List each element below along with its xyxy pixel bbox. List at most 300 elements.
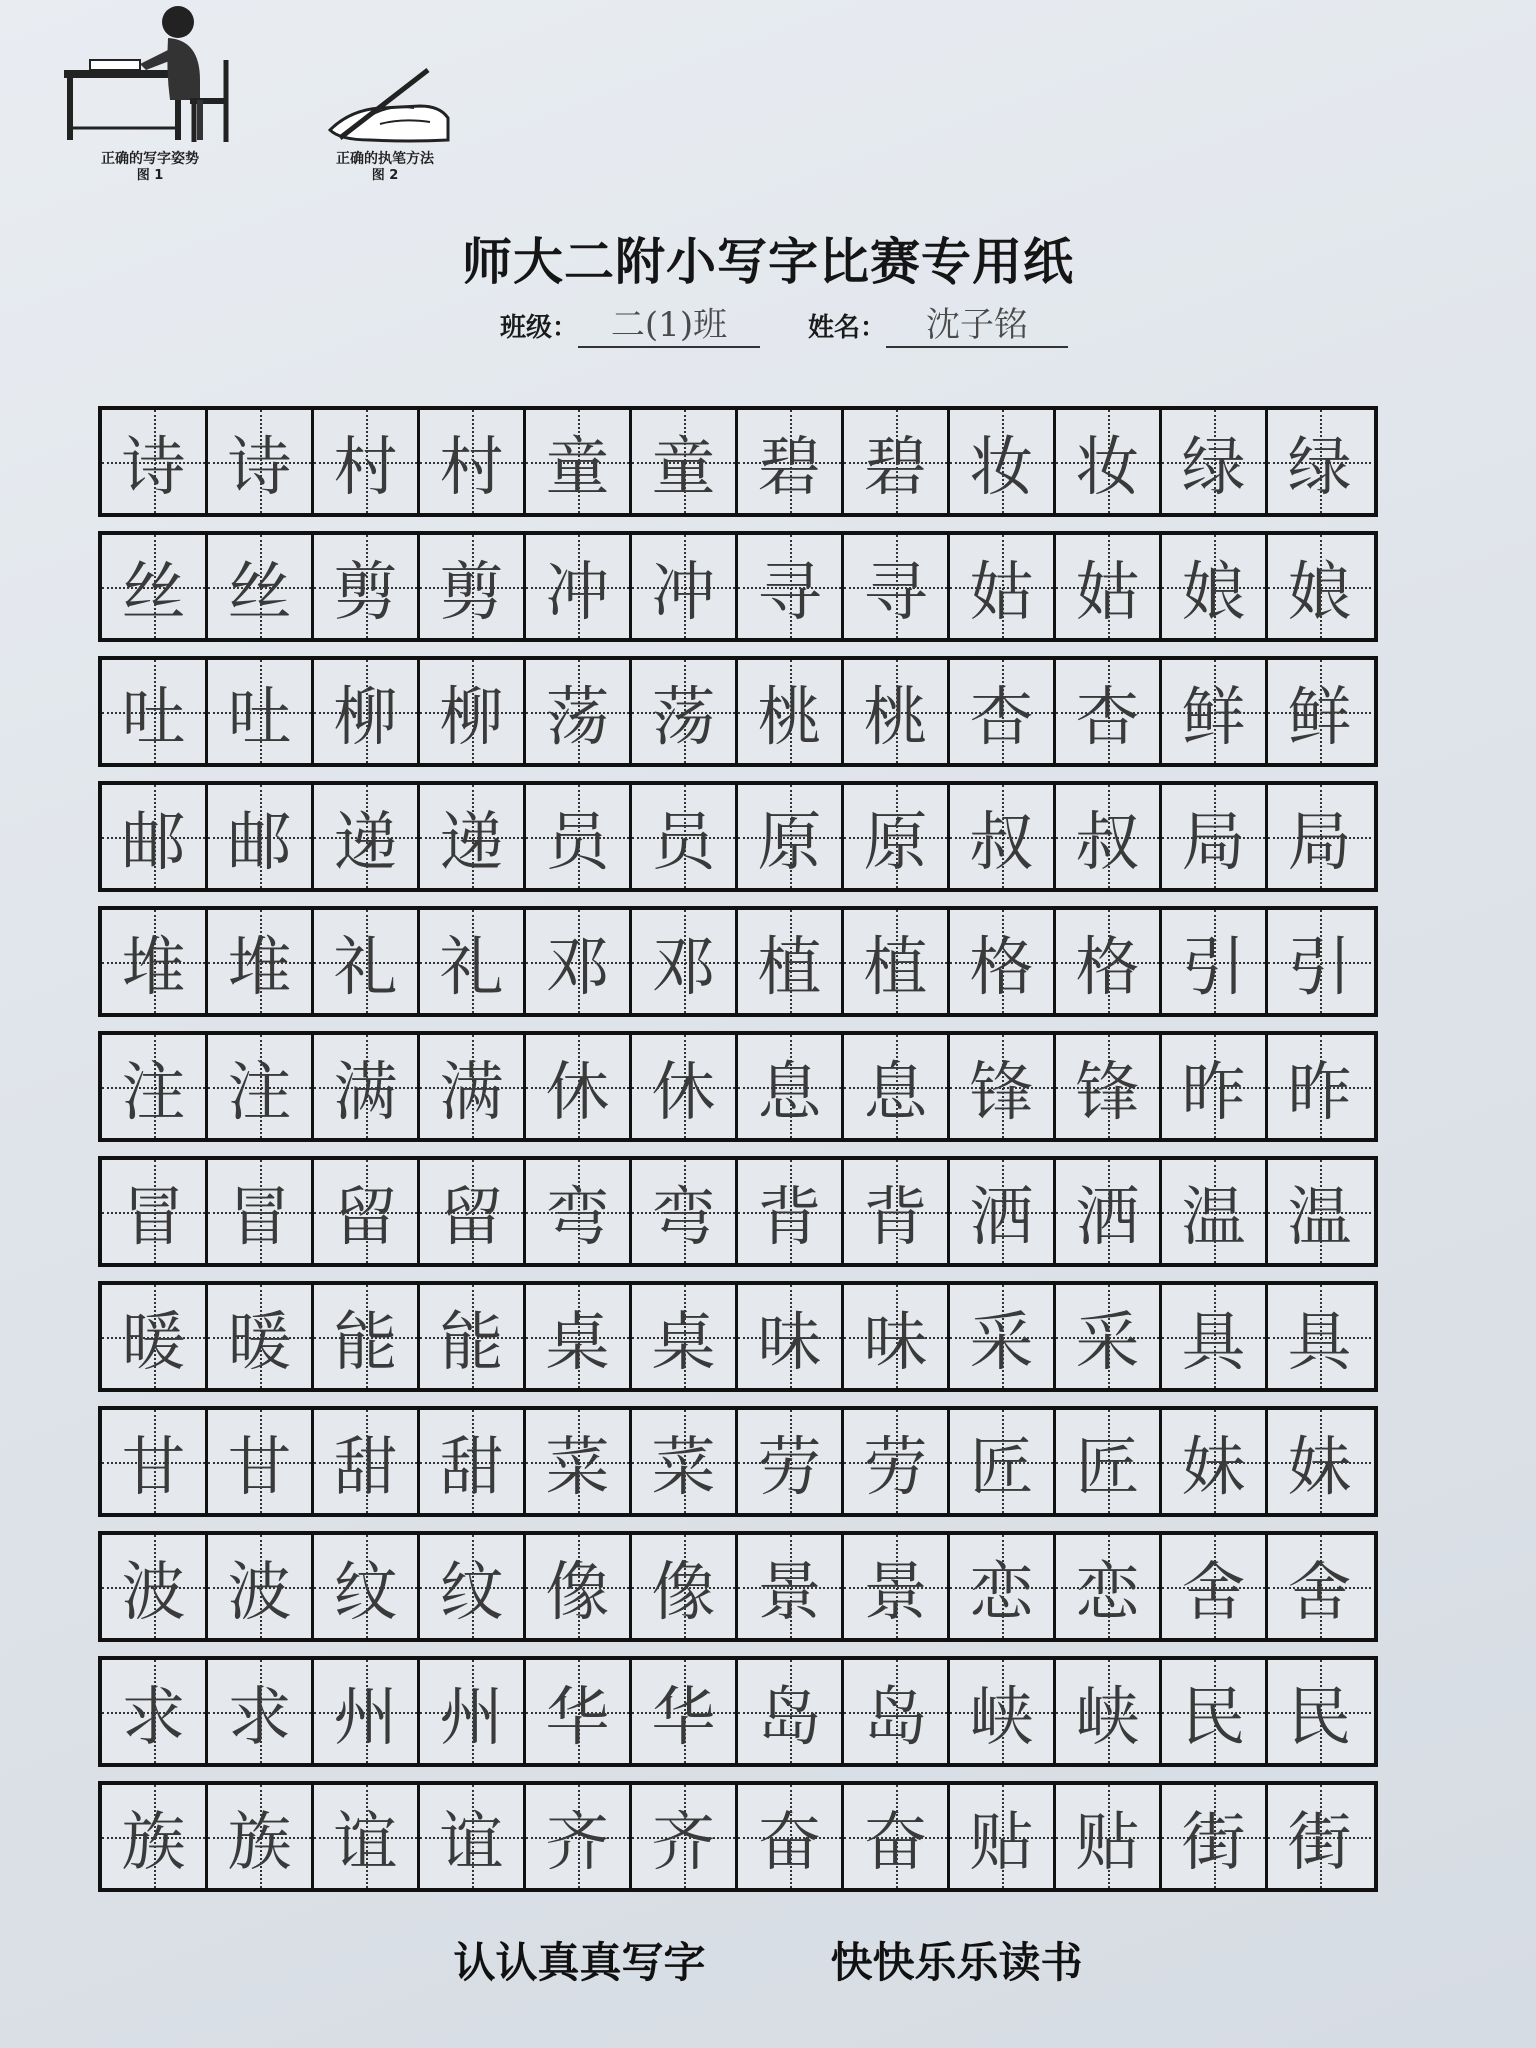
grid-cell (844, 410, 950, 513)
handwritten-character: 温 (1287, 1180, 1352, 1255)
grid-cell (102, 1160, 208, 1263)
handwritten-character: 植 (757, 930, 822, 1005)
handwritten-character: 劳 (757, 1430, 822, 1505)
handwritten-character: 冒 (227, 1180, 292, 1255)
handwritten-character: 昨 (1287, 1055, 1352, 1130)
grid-cell (738, 785, 844, 888)
handwritten-character: 局 (1287, 805, 1352, 880)
grid-cell (844, 1160, 950, 1263)
handwritten-character: 能 (439, 1305, 504, 1380)
handwritten-character: 峡 (969, 1680, 1034, 1755)
grid-cell (844, 1785, 950, 1888)
grid-cell (738, 1535, 844, 1638)
handwritten-character: 华 (651, 1680, 716, 1755)
handwritten-character: 谊 (439, 1805, 504, 1880)
handwritten-character: 冲 (651, 555, 716, 630)
handwritten-character: 齐 (651, 1805, 716, 1880)
grid-cell (1056, 785, 1162, 888)
handwritten-character: 族 (121, 1805, 186, 1880)
grid-cell (738, 535, 844, 638)
handwritten-character: 格 (1075, 930, 1140, 1005)
grid-cell (526, 1285, 632, 1388)
handwritten-character: 暖 (121, 1305, 186, 1380)
handwritten-character: 纹 (333, 1555, 398, 1630)
grid-cell (1056, 1660, 1162, 1763)
handwritten-character: 叔 (969, 805, 1034, 880)
grid-cell (1162, 410, 1268, 513)
grid-cell (420, 1660, 526, 1763)
figure-number: 图 2 (371, 168, 399, 183)
grid-row (98, 781, 1378, 892)
handwritten-character: 甘 (121, 1430, 186, 1505)
handwritten-character: 局 (1181, 805, 1246, 880)
handwritten-character: 绿 (1287, 430, 1352, 505)
grid-cell (208, 1785, 314, 1888)
handwritten-character: 桌 (545, 1305, 610, 1380)
handwritten-character: 波 (121, 1555, 186, 1630)
grid-cell (1162, 1285, 1268, 1388)
handwritten-character: 休 (545, 1055, 610, 1130)
grid-cell (102, 1660, 208, 1763)
footer-slogans (0, 1930, 1536, 1990)
grid-cell (526, 785, 632, 888)
grid-cell (1268, 1035, 1371, 1138)
grid-cell (950, 1160, 1056, 1263)
grid-row (98, 906, 1378, 1017)
grid-cell (950, 1410, 1056, 1513)
handwritten-character: 锋 (969, 1055, 1034, 1130)
grid-cell (632, 660, 738, 763)
handwritten-character: 波 (227, 1555, 292, 1630)
grid-cell (632, 410, 738, 513)
handwritten-character: 息 (757, 1055, 822, 1130)
handwritten-character: 吐 (227, 680, 292, 755)
grid-cell (208, 785, 314, 888)
grid-cell (1162, 1535, 1268, 1638)
handwritten-character: 味 (757, 1305, 822, 1380)
handwritten-character: 岛 (863, 1680, 928, 1755)
grid-cell (1056, 910, 1162, 1013)
grid-cell (1268, 785, 1371, 888)
grid-cell (738, 1410, 844, 1513)
handwritten-character: 能 (333, 1305, 398, 1380)
grid-cell (208, 1160, 314, 1263)
handwritten-character: 叔 (1075, 805, 1140, 880)
grid-cell (526, 910, 632, 1013)
handwritten-character: 采 (969, 1305, 1034, 1380)
handwritten-character: 齐 (545, 1805, 610, 1880)
handwritten-character: 锋 (1075, 1055, 1140, 1130)
grid-cell (632, 535, 738, 638)
grid-cell (420, 1160, 526, 1263)
handwritten-character: 娘 (1181, 555, 1246, 630)
grid-cell (102, 1035, 208, 1138)
writing-posture-icon (50, 0, 250, 150)
handwritten-character: 寻 (757, 555, 822, 630)
grid-cell (1056, 535, 1162, 638)
handwritten-character: 递 (333, 805, 398, 880)
handwritten-character: 恋 (969, 1555, 1034, 1630)
handwritten-character: 舍 (1181, 1555, 1246, 1630)
grid-cell (738, 1785, 844, 1888)
handwritten-character: 递 (439, 805, 504, 880)
grid-cell (314, 535, 420, 638)
handwritten-character: 背 (863, 1180, 928, 1255)
grid-cell (1268, 410, 1371, 513)
handwritten-character: 童 (651, 430, 716, 505)
handwritten-character: 妹 (1181, 1430, 1246, 1505)
grid-cell (314, 1535, 420, 1638)
handwritten-character: 甜 (439, 1430, 504, 1505)
grid-cell (102, 910, 208, 1013)
slogan-read: 快快乐乐读书 (830, 1938, 1083, 1987)
grid-cell (420, 535, 526, 638)
grid-cell (102, 1285, 208, 1388)
handwritten-character: 满 (439, 1055, 504, 1130)
grid-cell (102, 660, 208, 763)
grid-cell (526, 660, 632, 763)
grid-cell (950, 410, 1056, 513)
handwritten-character: 具 (1287, 1305, 1352, 1380)
handwritten-character: 引 (1287, 930, 1352, 1005)
grid-cell (632, 1785, 738, 1888)
grid-cell (102, 535, 208, 638)
class-value: 二(1)班 (578, 304, 760, 348)
handwritten-character: 妹 (1287, 1430, 1352, 1505)
handwritten-character: 民 (1181, 1680, 1246, 1755)
grid-cell (208, 660, 314, 763)
handwritten-character: 邓 (545, 930, 610, 1005)
grid-cell (314, 1285, 420, 1388)
figure-2 (300, 60, 470, 184)
handwritten-character: 童 (545, 430, 610, 505)
grid-cell (526, 410, 632, 513)
grid-cell (1162, 1160, 1268, 1263)
handwritten-character: 绿 (1181, 430, 1246, 505)
handwritten-character: 冲 (545, 555, 610, 630)
handwritten-character: 丝 (121, 555, 186, 630)
handwritten-character: 谊 (333, 1805, 398, 1880)
handwritten-character: 息 (863, 1055, 928, 1130)
grid-cell (632, 1660, 738, 1763)
handwritten-character: 匠 (1075, 1430, 1140, 1505)
grid-cell (102, 410, 208, 513)
grid-cell (738, 910, 844, 1013)
grid-cell (420, 1035, 526, 1138)
grid-cell (844, 1535, 950, 1638)
grid-cell (632, 785, 738, 888)
grid-cell (844, 1660, 950, 1763)
grid-cell (314, 1410, 420, 1513)
handwritten-character: 礼 (439, 930, 504, 1005)
handwritten-character: 味 (863, 1305, 928, 1380)
grid-cell (1056, 1160, 1162, 1263)
handwritten-character: 诗 (227, 430, 292, 505)
handwritten-character: 桌 (651, 1305, 716, 1380)
grid-cell (1162, 785, 1268, 888)
handwritten-character: 吐 (121, 680, 186, 755)
handwritten-character: 剪 (333, 555, 398, 630)
grid-cell (738, 410, 844, 513)
grid-cell (526, 1410, 632, 1513)
grid-cell (1268, 1535, 1371, 1638)
grid-cell (102, 1410, 208, 1513)
handwritten-character: 寻 (863, 555, 928, 630)
handwritten-character: 昨 (1181, 1055, 1246, 1130)
handwritten-character: 冒 (121, 1180, 186, 1255)
grid-cell (950, 785, 1056, 888)
handwritten-character: 原 (863, 805, 928, 880)
grid-cell (1162, 1785, 1268, 1888)
figure-number: 图 1 (136, 168, 164, 183)
slogan-write: 认认真真写字 (453, 1938, 706, 1987)
grid-cell (738, 1035, 844, 1138)
handwritten-character: 舍 (1287, 1555, 1352, 1630)
grid-cell (632, 1160, 738, 1263)
handwritten-character: 甘 (227, 1430, 292, 1505)
handwritten-character: 景 (863, 1555, 928, 1630)
handwritten-character: 礼 (333, 930, 398, 1005)
handwritten-character: 景 (757, 1555, 822, 1630)
handwritten-character: 村 (439, 430, 504, 505)
character-grid (98, 406, 1378, 1906)
grid-cell (420, 910, 526, 1013)
pen-grip-icon (310, 60, 460, 150)
grid-cell (1056, 1785, 1162, 1888)
handwritten-character: 贴 (1075, 1805, 1140, 1880)
handwritten-character: 背 (757, 1180, 822, 1255)
grid-cell (950, 1285, 1056, 1388)
grid-cell (314, 410, 420, 513)
handwritten-character: 奋 (757, 1805, 822, 1880)
grid-cell (950, 1035, 1056, 1138)
grid-cell (632, 1535, 738, 1638)
grid-cell (420, 1785, 526, 1888)
handwritten-character: 匠 (969, 1430, 1034, 1505)
grid-cell (844, 535, 950, 638)
grid-cell (1056, 660, 1162, 763)
grid-cell (102, 1785, 208, 1888)
handwritten-character: 贴 (969, 1805, 1034, 1880)
handwritten-character: 员 (651, 805, 716, 880)
figure-1 (40, 0, 260, 184)
grid-cell (420, 785, 526, 888)
grid-cell (1268, 1785, 1371, 1888)
handwritten-character: 柳 (333, 680, 398, 755)
handwritten-character: 植 (863, 930, 928, 1005)
grid-cell (526, 1535, 632, 1638)
grid-cell (1268, 910, 1371, 1013)
grid-cell (208, 1660, 314, 1763)
handwritten-character: 员 (545, 805, 610, 880)
figure-caption: 正确的写字姿势 (101, 151, 199, 167)
grid-cell (950, 1785, 1056, 1888)
grid-cell (738, 1660, 844, 1763)
handwritten-character: 杏 (1075, 680, 1140, 755)
grid-cell (950, 1535, 1056, 1638)
handwritten-character: 原 (757, 805, 822, 880)
grid-cell (420, 1410, 526, 1513)
handwritten-character: 温 (1181, 1180, 1246, 1255)
grid-cell (526, 1785, 632, 1888)
handwritten-character: 像 (545, 1555, 610, 1630)
handwritten-character: 引 (1181, 930, 1246, 1005)
grid-cell (102, 785, 208, 888)
grid-cell (1268, 1285, 1371, 1388)
handwritten-character: 杏 (969, 680, 1034, 755)
handwritten-character: 满 (333, 1055, 398, 1130)
grid-cell (208, 535, 314, 638)
handwritten-character: 格 (969, 930, 1034, 1005)
grid-row (98, 1156, 1378, 1267)
handwritten-character: 邮 (227, 805, 292, 880)
handwritten-character: 华 (545, 1680, 610, 1755)
grid-cell (208, 1035, 314, 1138)
handwritten-character: 桃 (863, 680, 928, 755)
grid-cell (1056, 1035, 1162, 1138)
grid-cell (844, 785, 950, 888)
grid-cell (844, 660, 950, 763)
handwritten-character: 村 (333, 430, 398, 505)
grid-cell (526, 1660, 632, 1763)
grid-cell (1268, 660, 1371, 763)
grid-cell (1056, 1285, 1162, 1388)
grid-cell (420, 410, 526, 513)
handwritten-character: 具 (1181, 1305, 1246, 1380)
handwritten-character: 柳 (439, 680, 504, 755)
handwritten-character: 注 (121, 1055, 186, 1130)
grid-cell (738, 1285, 844, 1388)
handwritten-character: 街 (1181, 1805, 1246, 1880)
handwritten-character: 恋 (1075, 1555, 1140, 1630)
grid-cell (1268, 1660, 1371, 1763)
grid-cell (208, 910, 314, 1013)
grid-cell (314, 785, 420, 888)
grid-row (98, 1406, 1378, 1517)
handwritten-character: 峡 (1075, 1680, 1140, 1755)
grid-cell (1268, 1160, 1371, 1263)
handwritten-character: 州 (333, 1680, 398, 1755)
grid-cell (950, 660, 1056, 763)
grid-cell (1162, 660, 1268, 763)
grid-cell (1162, 910, 1268, 1013)
handwritten-character: 暖 (227, 1305, 292, 1380)
grid-cell (1162, 1035, 1268, 1138)
grid-cell (420, 660, 526, 763)
grid-cell (314, 910, 420, 1013)
grid-cell (1056, 1535, 1162, 1638)
handwritten-character: 姑 (969, 555, 1034, 630)
grid-cell (844, 1035, 950, 1138)
handwritten-character: 堆 (227, 930, 292, 1005)
grid-cell (102, 1535, 208, 1638)
grid-cell (1056, 1410, 1162, 1513)
handwritten-character: 奋 (863, 1805, 928, 1880)
grid-row (98, 1281, 1378, 1392)
handwritten-character: 洒 (1075, 1180, 1140, 1255)
grid-cell (632, 1285, 738, 1388)
grid-cell (420, 1285, 526, 1388)
grid-cell (844, 1285, 950, 1388)
handwritten-character: 留 (333, 1180, 398, 1255)
grid-row (98, 1531, 1378, 1642)
grid-cell (526, 535, 632, 638)
name-label: 姓名： (808, 313, 887, 343)
grid-cell (1162, 1410, 1268, 1513)
grid-cell (1162, 1660, 1268, 1763)
handwritten-character: 娘 (1287, 555, 1352, 630)
handwritten-character: 鲜 (1181, 680, 1246, 755)
handwritten-character: 邓 (651, 930, 716, 1005)
grid-cell (314, 1785, 420, 1888)
handwritten-character: 妆 (969, 430, 1034, 505)
grid-cell (314, 1035, 420, 1138)
handwritten-character: 注 (227, 1055, 292, 1130)
handwritten-character: 像 (651, 1555, 716, 1630)
grid-row (98, 531, 1378, 642)
grid-cell (738, 660, 844, 763)
grid-cell (950, 910, 1056, 1013)
handwritten-character: 纹 (439, 1555, 504, 1630)
handwritten-character: 州 (439, 1680, 504, 1755)
handwritten-character: 甜 (333, 1430, 398, 1505)
grid-cell (314, 660, 420, 763)
grid-cell (314, 1160, 420, 1263)
handwritten-character: 剪 (439, 555, 504, 630)
grid-cell (844, 910, 950, 1013)
grid-cell (1056, 410, 1162, 513)
handwritten-character: 休 (651, 1055, 716, 1130)
handwritten-character: 诗 (121, 430, 186, 505)
grid-row (98, 1656, 1378, 1767)
grid-cell (208, 1410, 314, 1513)
handwritten-character: 民 (1287, 1680, 1352, 1755)
handwritten-character: 街 (1287, 1805, 1352, 1880)
grid-cell (208, 410, 314, 513)
grid-row (98, 1781, 1378, 1892)
class-label: 班级： (500, 313, 579, 343)
handwritten-character: 碧 (757, 430, 822, 505)
grid-cell (526, 1160, 632, 1263)
handwritten-character: 桃 (757, 680, 822, 755)
handwritten-character: 荡 (545, 680, 610, 755)
grid-cell (950, 1660, 1056, 1763)
handwritten-character: 妆 (1075, 430, 1140, 505)
student-info (500, 298, 1068, 348)
handwritten-character: 鲜 (1287, 680, 1352, 755)
handwritten-character: 弯 (651, 1180, 716, 1255)
handwritten-character: 碧 (863, 430, 928, 505)
grid-cell (738, 1160, 844, 1263)
figure-caption: 正确的执笔方法 (336, 151, 434, 167)
handwritten-character: 求 (227, 1680, 292, 1755)
grid-cell (632, 1410, 738, 1513)
grid-row (98, 406, 1378, 517)
handwritten-character: 留 (439, 1180, 504, 1255)
grid-cell (208, 1285, 314, 1388)
grid-cell (1162, 535, 1268, 638)
handwritten-character: 岛 (757, 1680, 822, 1755)
handwritten-character: 姑 (1075, 555, 1140, 630)
handwritten-character: 丝 (227, 555, 292, 630)
handwritten-character: 求 (121, 1680, 186, 1755)
grid-cell (1268, 535, 1371, 638)
grid-cell (950, 535, 1056, 638)
handwritten-character: 邮 (121, 805, 186, 880)
handwritten-character: 弯 (545, 1180, 610, 1255)
page-title: 师大二附小写字比赛专用纸 (462, 232, 1074, 291)
grid-cell (1268, 1410, 1371, 1513)
